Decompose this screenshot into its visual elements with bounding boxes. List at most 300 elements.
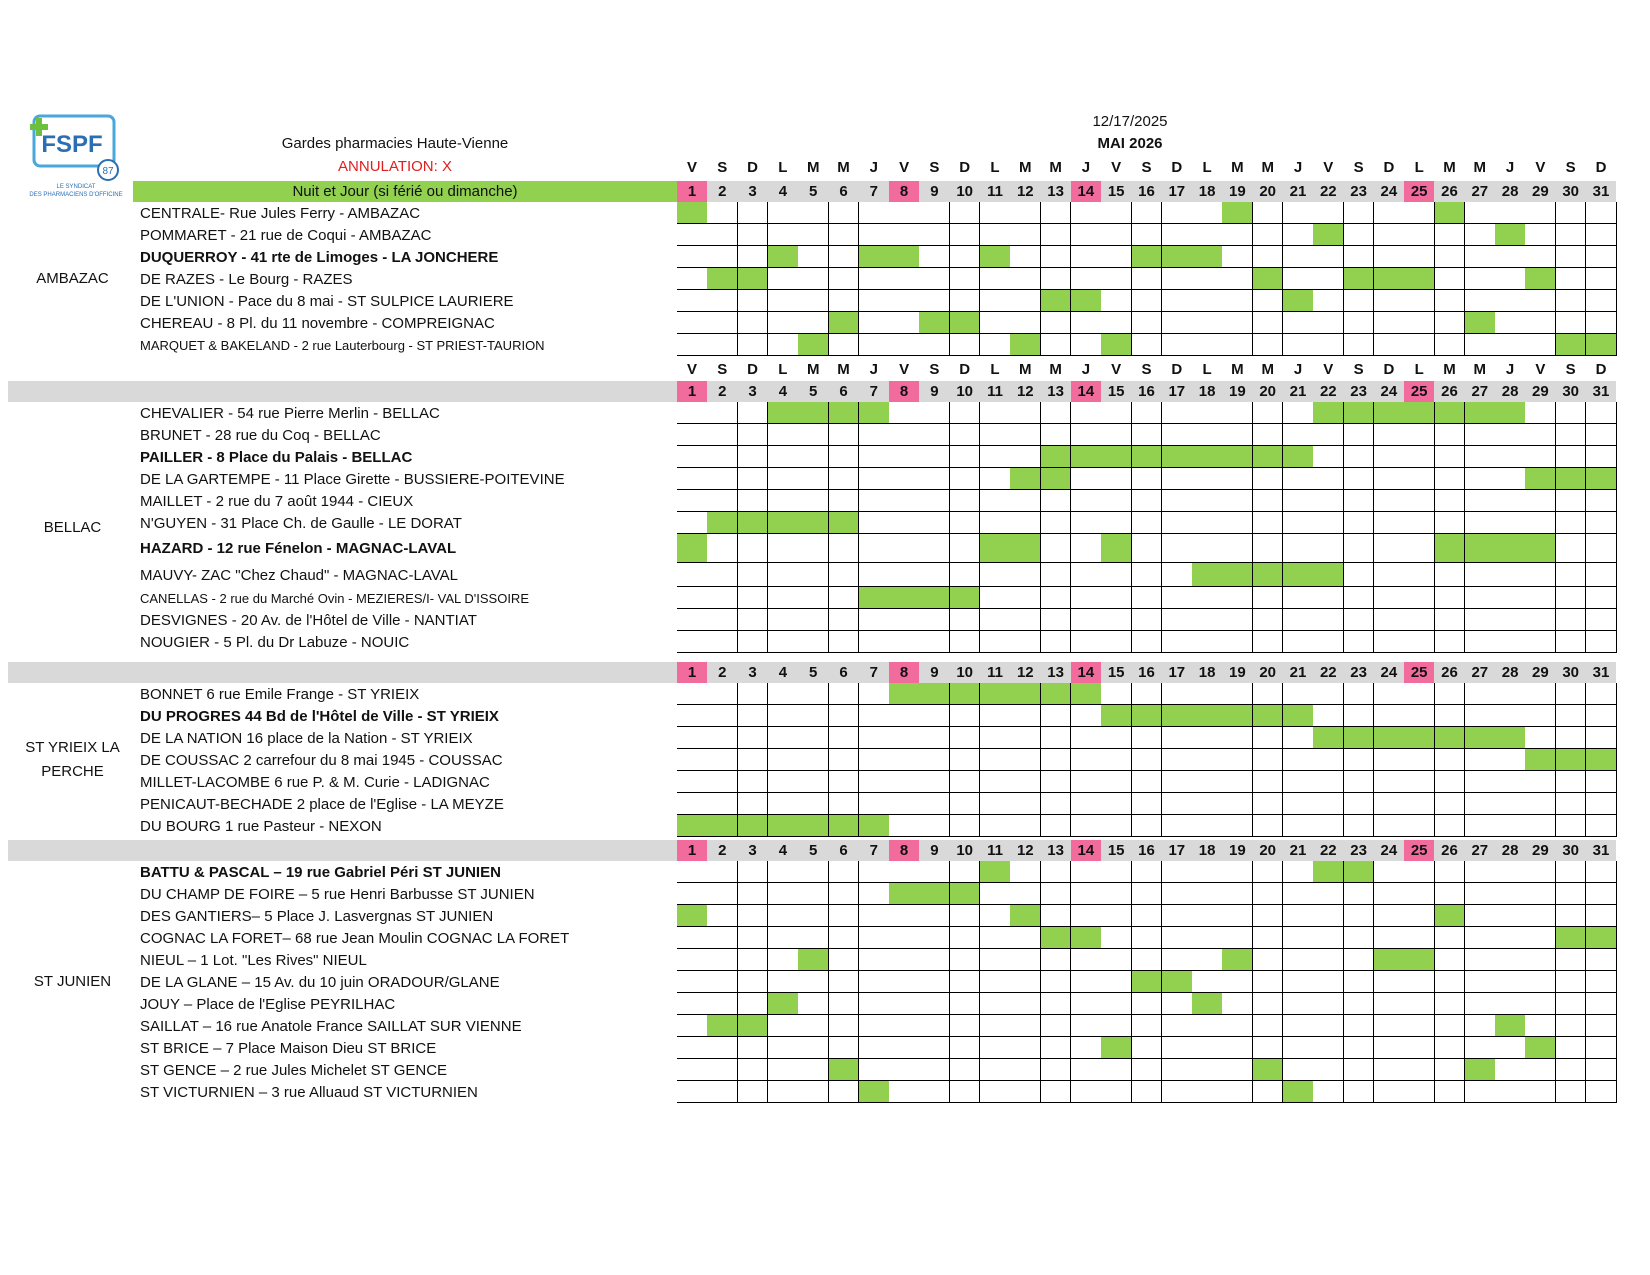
empty-cell <box>1495 468 1526 490</box>
empty-cell <box>1525 1081 1556 1103</box>
day-number: 6 <box>839 383 848 400</box>
day-letter: D <box>747 159 759 176</box>
empty-cell <box>1253 202 1284 224</box>
empty-cell <box>889 771 920 793</box>
empty-cell <box>950 793 981 815</box>
empty-cell <box>798 268 829 290</box>
empty-cell <box>707 993 738 1015</box>
empty-cell <box>1465 861 1496 883</box>
empty-cell <box>707 883 738 905</box>
empty-cell <box>1253 815 1284 837</box>
empty-cell <box>1374 861 1405 883</box>
empty-cell <box>1344 793 1375 815</box>
empty-cell <box>829 534 860 563</box>
day-number: 17 <box>1168 842 1186 859</box>
pharmacy-name: BRUNET - 28 rue du Coq - BELLAC <box>140 426 381 444</box>
empty-cell <box>1253 246 1284 268</box>
day-letter: V <box>1111 361 1122 378</box>
empty-cell <box>1495 793 1526 815</box>
empty-cell <box>859 927 890 949</box>
empty-cell <box>1041 563 1072 587</box>
holiday-day-number: 14 <box>1071 840 1101 861</box>
day-letter: L <box>778 361 788 378</box>
empty-cell <box>1556 883 1587 905</box>
empty-cell <box>798 793 829 815</box>
empty-cell <box>738 563 769 587</box>
empty-cell <box>919 861 950 883</box>
empty-cell <box>1253 609 1284 631</box>
empty-cell <box>707 424 738 446</box>
empty-cell <box>1404 861 1435 883</box>
empty-cell <box>1071 861 1102 883</box>
empty-cell <box>1071 246 1102 268</box>
empty-cell <box>829 202 860 224</box>
empty-cell <box>829 883 860 905</box>
holiday-day-number: 1 <box>677 381 707 402</box>
duty-cell <box>1222 949 1253 971</box>
empty-cell <box>950 815 981 837</box>
empty-cell <box>1132 424 1163 446</box>
svg-text:DES PHARMACIENS D'OFFICINE: DES PHARMACIENS D'OFFICINE <box>29 192 123 198</box>
duty-cell <box>1283 446 1314 468</box>
empty-cell <box>707 609 738 631</box>
empty-cell <box>1253 749 1284 771</box>
empty-cell <box>677 490 708 512</box>
duty-cell <box>1495 727 1526 749</box>
duty-cell <box>1283 1081 1314 1103</box>
empty-cell <box>859 334 890 356</box>
day-letter: M <box>1049 361 1062 378</box>
empty-cell <box>677 402 708 424</box>
empty-cell <box>1313 1037 1344 1059</box>
empty-cell <box>1435 312 1466 334</box>
day-letter: J <box>869 361 878 378</box>
empty-cell <box>1283 793 1314 815</box>
empty-cell <box>1010 268 1041 290</box>
empty-cell <box>1132 927 1163 949</box>
day-number: 12 <box>1016 383 1034 400</box>
empty-cell <box>1313 631 1344 653</box>
duty-cell <box>738 268 769 290</box>
day-number: 18 <box>1198 383 1216 400</box>
empty-cell <box>1253 1015 1284 1037</box>
empty-cell <box>738 468 769 490</box>
empty-cell <box>1283 534 1314 563</box>
empty-cell <box>1586 705 1617 727</box>
holiday-day-number: 25 <box>1404 840 1434 861</box>
empty-cell <box>1586 683 1617 705</box>
empty-cell <box>829 587 860 609</box>
empty-cell <box>1435 246 1466 268</box>
empty-cell <box>768 905 799 927</box>
empty-cell <box>980 512 1011 534</box>
empty-cell <box>889 861 920 883</box>
empty-cell <box>1374 815 1405 837</box>
empty-cell <box>738 446 769 468</box>
duty-cell <box>1556 749 1587 771</box>
empty-cell <box>1283 402 1314 424</box>
empty-cell <box>1222 224 1253 246</box>
pharmacy-name: CHEVALIER - 54 rue Pierre Merlin - BELLAC <box>140 404 440 422</box>
empty-cell <box>1253 771 1284 793</box>
day-number: 19 <box>1229 664 1246 681</box>
day-number: 28 <box>1501 664 1519 681</box>
duty-cell <box>1162 705 1193 727</box>
duty-cell <box>768 815 799 837</box>
svg-text:LE SYNDICAT: LE SYNDICAT <box>56 184 96 190</box>
empty-cell <box>1071 949 1102 971</box>
empty-cell <box>919 563 950 587</box>
empty-cell <box>1041 490 1072 512</box>
empty-cell <box>1222 815 1253 837</box>
empty-cell <box>1435 468 1466 490</box>
empty-cell <box>1041 424 1072 446</box>
empty-cell <box>1495 993 1526 1015</box>
empty-cell <box>1435 631 1466 653</box>
empty-cell <box>1465 512 1496 534</box>
empty-cell <box>1253 402 1284 424</box>
duty-cell <box>1313 563 1344 587</box>
empty-cell <box>1041 1037 1072 1059</box>
empty-cell <box>1010 512 1041 534</box>
empty-cell <box>768 490 799 512</box>
empty-cell <box>1222 993 1253 1015</box>
duty-cell <box>1525 468 1556 490</box>
empty-cell <box>1132 268 1163 290</box>
empty-cell <box>1041 402 1072 424</box>
empty-cell <box>1556 609 1587 631</box>
empty-cell <box>1162 534 1193 563</box>
duty-cell <box>919 312 950 334</box>
empty-cell <box>1435 705 1466 727</box>
empty-cell <box>1192 927 1223 949</box>
day-number: 27 <box>1471 842 1489 859</box>
empty-cell <box>1586 771 1617 793</box>
empty-cell <box>1435 883 1466 905</box>
empty-cell <box>768 861 799 883</box>
day-number: 22 <box>1319 842 1337 859</box>
empty-cell <box>1495 290 1526 312</box>
empty-cell <box>1071 971 1102 993</box>
duty-cell <box>1374 727 1405 749</box>
pharmacy-name: MILLET-LACOMBE 6 rue P. & M. Curie - LADIGNAC <box>140 773 490 791</box>
empty-cell <box>707 246 738 268</box>
empty-cell <box>677 771 708 793</box>
empty-cell <box>677 512 708 534</box>
empty-cell <box>1525 883 1556 905</box>
empty-cell <box>768 1037 799 1059</box>
empty-cell <box>1071 202 1102 224</box>
empty-cell <box>738 949 769 971</box>
duty-cell <box>677 202 708 224</box>
empty-cell <box>1586 446 1617 468</box>
empty-cell <box>1101 290 1132 312</box>
day-number: 10 <box>956 383 974 400</box>
empty-cell <box>1465 246 1496 268</box>
empty-cell <box>1586 290 1617 312</box>
empty-cell <box>1010 490 1041 512</box>
empty-cell <box>1556 993 1587 1015</box>
duty-cell <box>1465 727 1496 749</box>
empty-cell <box>1071 268 1102 290</box>
day-letter: V <box>1323 361 1334 378</box>
empty-cell <box>1192 683 1223 705</box>
empty-cell <box>1344 534 1375 563</box>
duty-cell <box>1222 446 1253 468</box>
empty-cell <box>980 727 1011 749</box>
empty-cell <box>1222 268 1253 290</box>
empty-cell <box>1525 246 1556 268</box>
empty-cell <box>980 631 1011 653</box>
empty-cell <box>1525 512 1556 534</box>
empty-cell <box>798 587 829 609</box>
empty-cell <box>1283 609 1314 631</box>
duty-cell <box>1192 993 1223 1015</box>
empty-cell <box>1132 224 1163 246</box>
empty-cell <box>1162 949 1193 971</box>
day-number: 18 <box>1198 183 1216 200</box>
empty-cell <box>1101 563 1132 587</box>
empty-cell <box>1010 749 1041 771</box>
empty-cell <box>1313 1059 1344 1081</box>
empty-cell <box>1283 587 1314 609</box>
day-number: 2 <box>718 383 727 400</box>
empty-cell <box>1313 468 1344 490</box>
empty-cell <box>1495 1037 1526 1059</box>
empty-cell <box>1465 446 1496 468</box>
empty-cell <box>919 927 950 949</box>
empty-cell <box>980 446 1011 468</box>
duty-cell <box>1313 727 1344 749</box>
empty-cell <box>1465 771 1496 793</box>
empty-cell <box>1374 771 1405 793</box>
empty-cell <box>1344 971 1375 993</box>
empty-cell <box>1374 424 1405 446</box>
empty-cell <box>1525 971 1556 993</box>
empty-cell <box>980 202 1011 224</box>
duty-cell <box>1253 563 1284 587</box>
day-letter: M <box>1473 159 1487 176</box>
duty-cell <box>1101 1037 1132 1059</box>
pharmacy-name: NIEUL – 1 Lot. "Les Rives" NIEUL <box>140 951 367 969</box>
empty-cell <box>859 1037 890 1059</box>
empty-cell <box>1404 468 1435 490</box>
empty-cell <box>950 609 981 631</box>
empty-cell <box>768 290 799 312</box>
empty-cell <box>919 490 950 512</box>
empty-cell <box>829 424 860 446</box>
empty-cell <box>707 1081 738 1103</box>
empty-cell <box>950 631 981 653</box>
day-letter: J <box>1081 159 1091 176</box>
empty-cell <box>1101 1015 1132 1037</box>
empty-cell <box>1192 727 1223 749</box>
empty-cell <box>768 793 799 815</box>
empty-cell <box>707 312 738 334</box>
day-number: 19 <box>1229 842 1246 859</box>
empty-cell <box>738 334 769 356</box>
empty-cell <box>1132 490 1163 512</box>
empty-cell <box>1374 246 1405 268</box>
empty-cell <box>1495 971 1526 993</box>
empty-cell <box>889 905 920 927</box>
document-title: Gardes pharmacies Haute-Vienne <box>281 135 509 152</box>
empty-cell <box>1374 202 1405 224</box>
duty-cell <box>1132 446 1163 468</box>
duty-cell <box>1313 861 1344 883</box>
empty-cell <box>1404 312 1435 334</box>
day-letter: V <box>899 159 910 176</box>
empty-cell <box>950 1081 981 1103</box>
empty-cell <box>1435 268 1466 290</box>
empty-cell <box>1344 446 1375 468</box>
day-letter: M <box>1261 159 1274 176</box>
empty-cell <box>768 1059 799 1081</box>
day-number: 7 <box>869 842 878 859</box>
empty-cell <box>768 771 799 793</box>
duty-cell <box>1556 927 1587 949</box>
pharmacy-name: ST GENCE – 2 rue Jules Michelet ST GENCE <box>140 1061 448 1079</box>
empty-cell <box>1465 949 1496 971</box>
empty-cell <box>859 793 890 815</box>
empty-cell <box>1010 312 1041 334</box>
empty-cell <box>677 683 708 705</box>
empty-cell <box>1283 490 1314 512</box>
duty-cell <box>829 312 860 334</box>
day-letter: D <box>1383 361 1395 378</box>
day-number: 17 <box>1168 664 1186 681</box>
empty-cell <box>889 468 920 490</box>
empty-cell <box>980 883 1011 905</box>
empty-cell <box>1132 793 1163 815</box>
day-letter: S <box>717 361 728 378</box>
duty-cell <box>1344 727 1375 749</box>
empty-cell <box>919 290 950 312</box>
duty-cell <box>919 883 950 905</box>
empty-cell <box>768 749 799 771</box>
holiday-day-number: 8 <box>889 381 919 402</box>
day-letter: V <box>1535 159 1546 176</box>
day-letter: S <box>1565 159 1576 176</box>
empty-cell <box>1525 224 1556 246</box>
empty-cell <box>768 534 799 563</box>
empty-cell <box>1222 246 1253 268</box>
day-number: 11 <box>987 183 1003 200</box>
duty-cell <box>889 683 920 705</box>
day-number: 6 <box>839 183 848 200</box>
duty-cell <box>1071 446 1102 468</box>
empty-cell <box>1404 1081 1435 1103</box>
empty-cell <box>1556 402 1587 424</box>
empty-cell <box>1465 224 1496 246</box>
empty-cell <box>1162 312 1193 334</box>
empty-cell <box>738 683 769 705</box>
empty-cell <box>919 971 950 993</box>
duty-cell <box>1525 749 1556 771</box>
empty-cell <box>1101 1059 1132 1081</box>
empty-cell <box>1495 683 1526 705</box>
empty-cell <box>829 290 860 312</box>
day-number: 20 <box>1259 183 1277 200</box>
empty-cell <box>1192 290 1223 312</box>
empty-cell <box>1313 705 1344 727</box>
empty-cell <box>1435 749 1466 771</box>
empty-cell <box>950 1015 981 1037</box>
empty-cell <box>1010 993 1041 1015</box>
duty-cell <box>1435 402 1466 424</box>
empty-cell <box>889 993 920 1015</box>
empty-cell <box>859 446 890 468</box>
empty-cell <box>1525 334 1556 356</box>
empty-cell <box>738 705 769 727</box>
duty-cell <box>677 905 708 927</box>
empty-cell <box>1283 771 1314 793</box>
empty-cell <box>1222 490 1253 512</box>
empty-cell <box>980 490 1011 512</box>
duty-cell <box>1465 312 1496 334</box>
empty-cell <box>1192 512 1223 534</box>
duty-cell <box>950 683 981 705</box>
day-number: 31 <box>1592 383 1610 400</box>
empty-cell <box>1071 727 1102 749</box>
empty-cell <box>1495 1081 1526 1103</box>
empty-cell <box>1192 771 1223 793</box>
empty-cell <box>1344 490 1375 512</box>
empty-cell <box>1495 771 1526 793</box>
empty-cell <box>1404 202 1435 224</box>
empty-cell <box>1283 512 1314 534</box>
empty-cell <box>1192 861 1223 883</box>
duty-cell <box>889 246 920 268</box>
empty-cell <box>919 1037 950 1059</box>
empty-cell <box>1344 202 1375 224</box>
empty-cell <box>1313 334 1344 356</box>
empty-cell <box>829 861 860 883</box>
empty-cell <box>1495 446 1526 468</box>
empty-cell <box>1435 1015 1466 1037</box>
empty-cell <box>1465 334 1496 356</box>
empty-cell <box>829 793 860 815</box>
empty-cell <box>1041 1015 1072 1037</box>
empty-cell <box>1132 1037 1163 1059</box>
empty-cell <box>1374 334 1405 356</box>
day-number: 9 <box>930 383 939 400</box>
empty-cell <box>1313 771 1344 793</box>
document-date: 12/17/2025 <box>1092 113 1168 130</box>
empty-cell <box>1162 202 1193 224</box>
empty-cell <box>1222 771 1253 793</box>
empty-cell <box>1253 971 1284 993</box>
day-number: 31 <box>1592 842 1610 859</box>
annulation-note: ANNULATION: X <box>338 158 452 175</box>
day-letter: V <box>1323 159 1334 176</box>
holiday-day-number: 14 <box>1071 381 1101 402</box>
empty-cell <box>1495 609 1526 631</box>
empty-cell <box>1101 905 1132 927</box>
empty-cell <box>1010 927 1041 949</box>
empty-cell <box>919 771 950 793</box>
empty-cell <box>1404 1037 1435 1059</box>
empty-cell <box>1525 927 1556 949</box>
empty-cell <box>1222 727 1253 749</box>
day-letter: S <box>929 159 940 176</box>
empty-cell <box>950 705 981 727</box>
day-letter: D <box>959 159 971 176</box>
empty-cell <box>889 1015 920 1037</box>
empty-cell <box>1586 246 1617 268</box>
day-number: 11 <box>987 664 1003 681</box>
empty-cell <box>1465 883 1496 905</box>
